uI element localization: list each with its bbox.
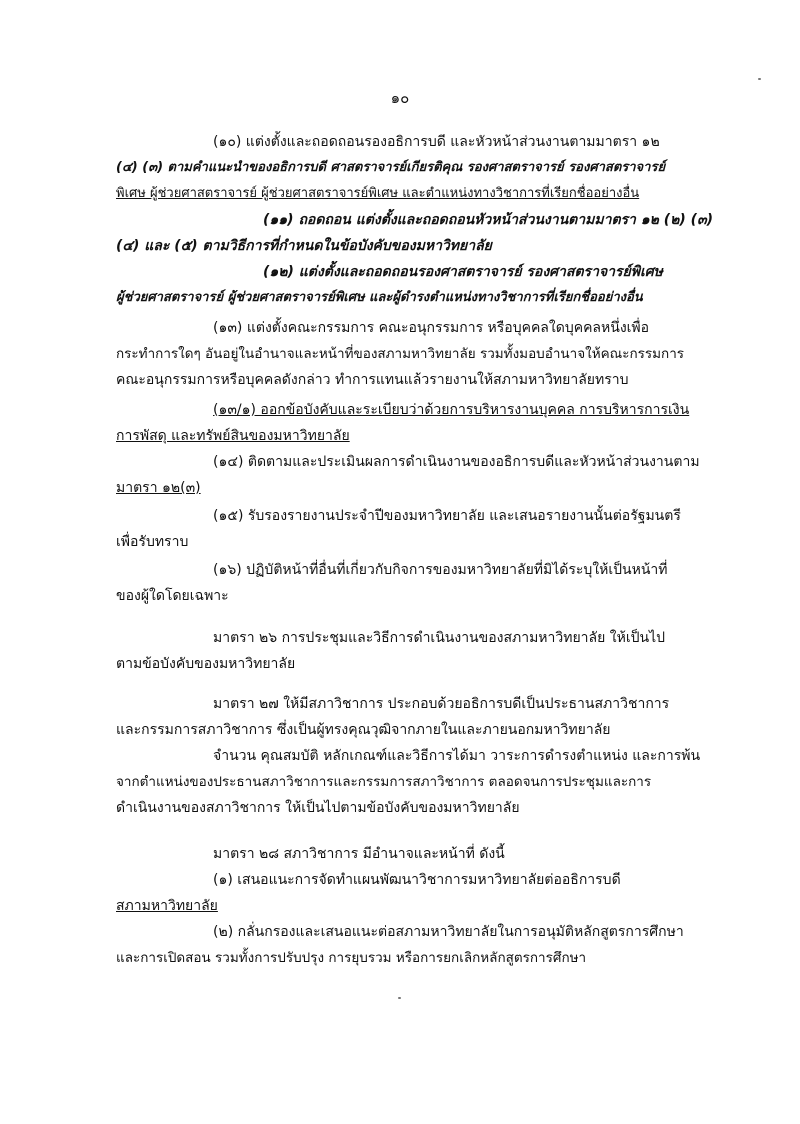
section-27-paragraph-2-line-3: ดำเนินงานของสภาวิชาการ ให้เป็นไปตามข้อบังคับของมหาวิทยาลัย — [116, 800, 520, 816]
clause-16: (๑๖) ปฏิบัติหน้าที่อื่นที่เกี่ยวกับกิจการของมหาวิทยาลัยที่มิได้ระบุให้เป็นหน้าที่ — [213, 562, 668, 578]
clause-14-continued: มาตรา ๑๒(๓) — [116, 480, 201, 496]
section-26-continued: ตามข้อบังคับของมหาวิทยาลัย — [116, 656, 296, 672]
section-27: มาตรา ๒๗ ให้มีสภาวิชาการ ประกอบด้วยอธิการบดีเป็นประธานสภาวิชาการ — [213, 696, 670, 712]
clause-13-1: (๑๓/๑) ออกข้อบังคับและระเบียบว่าด้วยการบริหารงานบุคคล การบริหารการเงิน — [213, 402, 690, 418]
section-28-item-1-continued: สภามหาวิทยาลัย — [116, 898, 218, 914]
clause-16-continued: ของผู้ใดโดยเฉพาะ — [116, 588, 229, 604]
scan-speck — [398, 997, 401, 999]
clause-4-3: (๔) (๓) ตามคำแนะนำของอธิการบดี ศาสตราจารย์เกียรติคุณ รองศาสตราจารย์ รองศาสตราจารย์ — [116, 160, 666, 175]
scan-speck — [758, 78, 761, 80]
section-28-item-1: (๑) เสนอแนะการจัดทำแผนพัฒนาวิชาการมหาวิทยาลัยต่ออธิการบดี — [213, 872, 621, 888]
section-28-item-2-continued: และการเปิดสอน รวมทั้งการปรับปรุง การยุบรวม หรือการยกเลิกหลักสูตรการศึกษา — [116, 950, 587, 966]
clause-11-continued: (๔) และ (๕) ตามวิธีการที่กำหนดในข้อบังคับของมหาวิทยาลัย — [116, 238, 492, 254]
clause-13-line-2: กระทำการใดๆ อันอยู่ในอำนาจและหน้าที่ของสภามหาวิทยาลัย รวมทั้งมอบอำนาจให้คณะกรรมการ — [116, 346, 685, 362]
section-27-paragraph-2-line-2: จากตำแหน่งของประธานสภาวิชาการและกรรมการสภาวิชาการ ตลอดจนการประชุมและการ — [116, 774, 652, 790]
section-26: มาตรา ๒๖ การประชุมและวิธีการดำเนินงานของสภามหาวิทยาลัย ให้เป็นไป — [213, 630, 666, 646]
clause-15-continued: เพื่อรับทราบ — [116, 534, 189, 550]
clause-13-line-3: คณะอนุกรรมการหรือบุคคลดังกล่าว ทำการแทนแล้วรายงานให้สภามหาวิทยาลัยทราบ — [116, 372, 629, 388]
clause-13: (๑๓) แต่งตั้งคณะกรรมการ คณะอนุกรรมการ หรือบุคคลใดบุคคลหนึ่งเพื่อ — [213, 320, 650, 336]
clause-12-continued: ผู้ช่วยศาสตราจารย์ ผู้ช่วยศาสตราจารย์พิเศษ และผู้ดำรงตำแหน่งทางวิชาการที่เรียกชื่ออย่างอื่น — [116, 290, 643, 305]
section-28: มาตรา ๒๘ สภาวิชาการ มีอำนาจและหน้าที่ ดังนี้ — [213, 846, 505, 862]
clause-12: (๑๒) แต่งตั้งและถอดถอนรองศาสตราจารย์ รองศาสตราจารย์พิเศษ — [263, 264, 663, 280]
section-28-item-2: (๒) กลั่นกรองและเสนอแนะต่อสภามหาวิทยาลัยในการอนุมัติหลักสูตรการศึกษา — [213, 924, 684, 940]
section-27-paragraph-2: จำนวน คุณสมบัติ หลักเกณฑ์และวิธีการได้มา วาระการดำรงตำแหน่ง และการพ้น — [213, 748, 701, 764]
clause-14: (๑๔) ติดตามและประเมินผลการดำเนินงานของอธิการบดีและหัวหน้าส่วนงานตาม — [213, 454, 700, 470]
clause-15: (๑๕) รับรองรายงานประจำปีของมหาวิทยาลัย และเสนอรายงานนั้นต่อรัฐมนตรี — [213, 508, 681, 524]
clause-10: (๑๐) แต่งตั้งและถอดถอนรองอธิการบดี และหัวหน้าส่วนงานตามมาตรา ๑๒ — [213, 134, 660, 150]
academic-positions-line: พิเศษ ผู้ช่วยศาสตราจารย์ ผู้ช่วยศาสตราจารย์พิเศษ และตำแหน่งทางวิชาการที่เรียกชื่ออย่างอื่น — [116, 186, 640, 201]
page-number: ๑๐ — [390, 89, 410, 107]
section-27-continued: และกรรมการสภาวิชาการ ซึ่งเป็นผู้ทรงคุณวุฒิจากภายในและภายนอกมหาวิทยาลัย — [116, 722, 611, 738]
clause-11: (๑๑) ถอดถอน แต่งตั้งและถอดถอนหัวหน้าส่วนงานตามมาตรา ๑๒ (๒) (๓) — [263, 212, 714, 228]
clause-13-1-continued: การพัสดุ และทรัพย์สินของมหาวิทยาลัย — [116, 428, 350, 444]
